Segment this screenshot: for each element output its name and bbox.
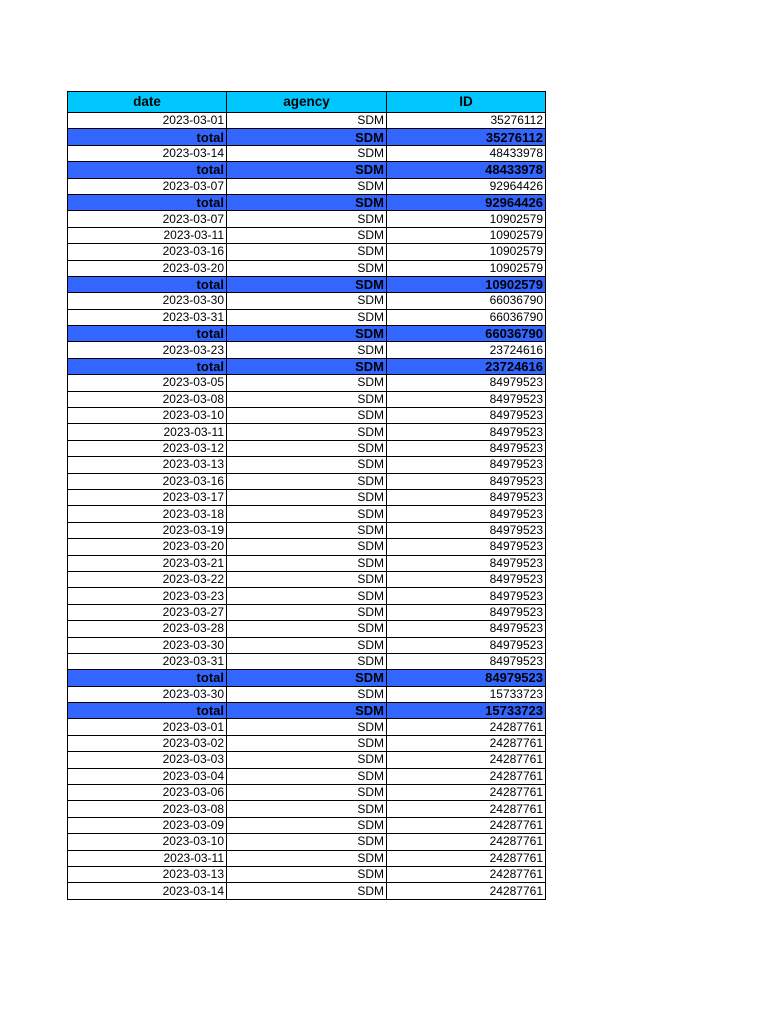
spreadsheet-page bbox=[67, 91, 545, 900]
table-row bbox=[68, 834, 546, 850]
agency-cell: SDM bbox=[227, 260, 387, 276]
date-cell: 2023-03-30 bbox=[68, 686, 227, 702]
date-cell: 2023-03-30 bbox=[68, 637, 227, 653]
date-cell: 2023-03-19 bbox=[68, 522, 227, 538]
agency-cell: SDM bbox=[227, 539, 387, 555]
table-row bbox=[68, 375, 546, 391]
date-cell: 2023-03-03 bbox=[68, 752, 227, 768]
agency-cell: SDM bbox=[227, 342, 387, 358]
agency-cell: SDM bbox=[227, 866, 387, 882]
agency-cell: SDM bbox=[227, 768, 387, 784]
id-cell: 84979523 bbox=[387, 506, 546, 522]
id-cell: 84979523 bbox=[387, 473, 546, 489]
column-header-id: ID bbox=[387, 92, 546, 113]
agency-cell: SDM bbox=[227, 817, 387, 833]
agency-cell: SDM bbox=[227, 735, 387, 751]
agency-cell: SDM bbox=[227, 506, 387, 522]
table-row bbox=[68, 850, 546, 866]
table-row bbox=[68, 883, 546, 899]
id-cell: 23724616 bbox=[387, 358, 546, 374]
agency-cell: SDM bbox=[227, 571, 387, 587]
id-cell: 84979523 bbox=[387, 522, 546, 538]
date-cell: 2023-03-08 bbox=[68, 391, 227, 407]
id-cell: 10902579 bbox=[387, 260, 546, 276]
total-row bbox=[68, 670, 546, 686]
date-cell: 2023-03-28 bbox=[68, 621, 227, 637]
id-cell: 84979523 bbox=[387, 555, 546, 571]
date-cell: 2023-03-27 bbox=[68, 604, 227, 620]
table-row bbox=[68, 293, 546, 309]
table-row bbox=[68, 735, 546, 751]
date-cell: 2023-03-31 bbox=[68, 309, 227, 325]
id-cell: 24287761 bbox=[387, 735, 546, 751]
agency-cell: SDM bbox=[227, 309, 387, 325]
date-cell: 2023-03-23 bbox=[68, 588, 227, 604]
date-cell: 2023-03-23 bbox=[68, 342, 227, 358]
agency-cell: SDM bbox=[227, 850, 387, 866]
agency-cell: SDM bbox=[227, 588, 387, 604]
id-cell: 10902579 bbox=[387, 276, 546, 292]
table-row bbox=[68, 178, 546, 194]
id-cell: 24287761 bbox=[387, 719, 546, 735]
date-cell: 2023-03-10 bbox=[68, 834, 227, 850]
agency-cell: SDM bbox=[227, 145, 387, 161]
agency-cell: SDM bbox=[227, 473, 387, 489]
id-cell: 84979523 bbox=[387, 670, 546, 686]
table-row bbox=[68, 866, 546, 882]
table-header bbox=[68, 92, 546, 113]
id-cell: 24287761 bbox=[387, 883, 546, 899]
date-cell: 2023-03-01 bbox=[68, 113, 227, 129]
agency-cell: SDM bbox=[227, 424, 387, 440]
agency-cell: SDM bbox=[227, 555, 387, 571]
date-cell: total bbox=[68, 703, 227, 719]
agency-cell: SDM bbox=[227, 113, 387, 129]
agency-cell: SDM bbox=[227, 178, 387, 194]
date-cell: total bbox=[68, 670, 227, 686]
id-cell: 35276112 bbox=[387, 113, 546, 129]
total-row bbox=[68, 162, 546, 178]
date-cell: 2023-03-07 bbox=[68, 211, 227, 227]
id-cell: 84979523 bbox=[387, 375, 546, 391]
table-row bbox=[68, 768, 546, 784]
table-row bbox=[68, 653, 546, 669]
table-row bbox=[68, 785, 546, 801]
date-cell: 2023-03-20 bbox=[68, 539, 227, 555]
table-row bbox=[68, 719, 546, 735]
agency-cell: SDM bbox=[227, 375, 387, 391]
table-body bbox=[68, 113, 546, 900]
date-cell: 2023-03-20 bbox=[68, 260, 227, 276]
date-cell: 2023-03-02 bbox=[68, 735, 227, 751]
agency-cell: SDM bbox=[227, 391, 387, 407]
date-cell: 2023-03-06 bbox=[68, 785, 227, 801]
id-cell: 84979523 bbox=[387, 637, 546, 653]
date-cell: 2023-03-05 bbox=[68, 375, 227, 391]
date-cell: total bbox=[68, 358, 227, 374]
column-header-agency: agency bbox=[227, 92, 387, 113]
agency-cell: SDM bbox=[227, 637, 387, 653]
date-cell: total bbox=[68, 194, 227, 210]
id-cell: 84979523 bbox=[387, 621, 546, 637]
agency-cell: SDM bbox=[227, 489, 387, 505]
total-row bbox=[68, 276, 546, 292]
id-cell: 15733723 bbox=[387, 686, 546, 702]
table-row bbox=[68, 145, 546, 161]
date-cell: 2023-03-13 bbox=[68, 866, 227, 882]
table-row bbox=[68, 457, 546, 473]
agency-cell: SDM bbox=[227, 522, 387, 538]
date-cell: total bbox=[68, 129, 227, 145]
id-cell: 84979523 bbox=[387, 440, 546, 456]
id-cell: 24287761 bbox=[387, 850, 546, 866]
table-row bbox=[68, 817, 546, 833]
id-cell: 48433978 bbox=[387, 145, 546, 161]
column-header-date: date bbox=[68, 92, 227, 113]
agency-cell: SDM bbox=[227, 276, 387, 292]
agency-cell: SDM bbox=[227, 211, 387, 227]
agency-cell: SDM bbox=[227, 326, 387, 342]
table-row bbox=[68, 408, 546, 424]
agency-cell: SDM bbox=[227, 621, 387, 637]
date-cell: 2023-03-11 bbox=[68, 850, 227, 866]
id-cell: 24287761 bbox=[387, 768, 546, 784]
id-cell: 24287761 bbox=[387, 866, 546, 882]
table-row bbox=[68, 440, 546, 456]
total-row bbox=[68, 326, 546, 342]
id-cell: 24287761 bbox=[387, 785, 546, 801]
date-cell: 2023-03-09 bbox=[68, 817, 227, 833]
date-cell: 2023-03-16 bbox=[68, 473, 227, 489]
id-cell: 24287761 bbox=[387, 752, 546, 768]
date-cell: 2023-03-22 bbox=[68, 571, 227, 587]
id-cell: 15733723 bbox=[387, 703, 546, 719]
data-table bbox=[67, 91, 546, 900]
id-cell: 84979523 bbox=[387, 588, 546, 604]
date-cell: 2023-03-12 bbox=[68, 440, 227, 456]
id-cell: 92964426 bbox=[387, 178, 546, 194]
id-cell: 84979523 bbox=[387, 539, 546, 555]
table-row bbox=[68, 637, 546, 653]
table-row bbox=[68, 752, 546, 768]
date-cell: total bbox=[68, 276, 227, 292]
date-cell: 2023-03-07 bbox=[68, 178, 227, 194]
agency-cell: SDM bbox=[227, 883, 387, 899]
date-cell: 2023-03-13 bbox=[68, 457, 227, 473]
agency-cell: SDM bbox=[227, 440, 387, 456]
agency-cell: SDM bbox=[227, 719, 387, 735]
id-cell: 48433978 bbox=[387, 162, 546, 178]
date-cell: 2023-03-14 bbox=[68, 145, 227, 161]
table-row bbox=[68, 211, 546, 227]
table-row bbox=[68, 621, 546, 637]
date-cell: total bbox=[68, 326, 227, 342]
table-row bbox=[68, 555, 546, 571]
agency-cell: SDM bbox=[227, 653, 387, 669]
date-cell: 2023-03-16 bbox=[68, 244, 227, 260]
agency-cell: SDM bbox=[227, 358, 387, 374]
id-cell: 66036790 bbox=[387, 309, 546, 325]
total-row bbox=[68, 129, 546, 145]
id-cell: 24287761 bbox=[387, 817, 546, 833]
table-row bbox=[68, 539, 546, 555]
date-cell: 2023-03-18 bbox=[68, 506, 227, 522]
table-row bbox=[68, 801, 546, 817]
date-cell: 2023-03-10 bbox=[68, 408, 227, 424]
id-cell: 23724616 bbox=[387, 342, 546, 358]
id-cell: 10902579 bbox=[387, 244, 546, 260]
table-row bbox=[68, 588, 546, 604]
agency-cell: SDM bbox=[227, 686, 387, 702]
id-cell: 84979523 bbox=[387, 424, 546, 440]
id-cell: 84979523 bbox=[387, 457, 546, 473]
date-cell: 2023-03-21 bbox=[68, 555, 227, 571]
id-cell: 35276112 bbox=[387, 129, 546, 145]
agency-cell: SDM bbox=[227, 227, 387, 243]
table-row bbox=[68, 113, 546, 129]
id-cell: 92964426 bbox=[387, 194, 546, 210]
agency-cell: SDM bbox=[227, 457, 387, 473]
date-cell: 2023-03-04 bbox=[68, 768, 227, 784]
date-cell: 2023-03-11 bbox=[68, 227, 227, 243]
agency-cell: SDM bbox=[227, 670, 387, 686]
id-cell: 84979523 bbox=[387, 489, 546, 505]
id-cell: 10902579 bbox=[387, 227, 546, 243]
table-row bbox=[68, 522, 546, 538]
date-cell: 2023-03-30 bbox=[68, 293, 227, 309]
agency-cell: SDM bbox=[227, 785, 387, 801]
agency-cell: SDM bbox=[227, 293, 387, 309]
id-cell: 84979523 bbox=[387, 408, 546, 424]
table-row bbox=[68, 424, 546, 440]
table-row bbox=[68, 604, 546, 620]
table-row bbox=[68, 391, 546, 407]
table-row bbox=[68, 489, 546, 505]
id-cell: 66036790 bbox=[387, 293, 546, 309]
agency-cell: SDM bbox=[227, 834, 387, 850]
table-row bbox=[68, 571, 546, 587]
id-cell: 66036790 bbox=[387, 326, 546, 342]
id-cell: 84979523 bbox=[387, 571, 546, 587]
total-row bbox=[68, 358, 546, 374]
agency-cell: SDM bbox=[227, 703, 387, 719]
date-cell: 2023-03-11 bbox=[68, 424, 227, 440]
date-cell: 2023-03-31 bbox=[68, 653, 227, 669]
table-row bbox=[68, 260, 546, 276]
agency-cell: SDM bbox=[227, 129, 387, 145]
id-cell: 84979523 bbox=[387, 391, 546, 407]
agency-cell: SDM bbox=[227, 604, 387, 620]
date-cell: 2023-03-08 bbox=[68, 801, 227, 817]
agency-cell: SDM bbox=[227, 162, 387, 178]
date-cell: total bbox=[68, 162, 227, 178]
date-cell: 2023-03-01 bbox=[68, 719, 227, 735]
table-row bbox=[68, 309, 546, 325]
id-cell: 84979523 bbox=[387, 653, 546, 669]
table-row bbox=[68, 686, 546, 702]
agency-cell: SDM bbox=[227, 801, 387, 817]
id-cell: 10902579 bbox=[387, 211, 546, 227]
date-cell: 2023-03-17 bbox=[68, 489, 227, 505]
table-row bbox=[68, 244, 546, 260]
agency-cell: SDM bbox=[227, 244, 387, 260]
id-cell: 84979523 bbox=[387, 604, 546, 620]
total-row bbox=[68, 194, 546, 210]
agency-cell: SDM bbox=[227, 408, 387, 424]
agency-cell: SDM bbox=[227, 194, 387, 210]
agency-cell: SDM bbox=[227, 752, 387, 768]
table-row bbox=[68, 506, 546, 522]
id-cell: 24287761 bbox=[387, 834, 546, 850]
date-cell: 2023-03-14 bbox=[68, 883, 227, 899]
id-cell: 24287761 bbox=[387, 801, 546, 817]
header-row bbox=[68, 92, 546, 113]
table-row bbox=[68, 227, 546, 243]
table-row bbox=[68, 473, 546, 489]
table-row bbox=[68, 342, 546, 358]
total-row bbox=[68, 703, 546, 719]
